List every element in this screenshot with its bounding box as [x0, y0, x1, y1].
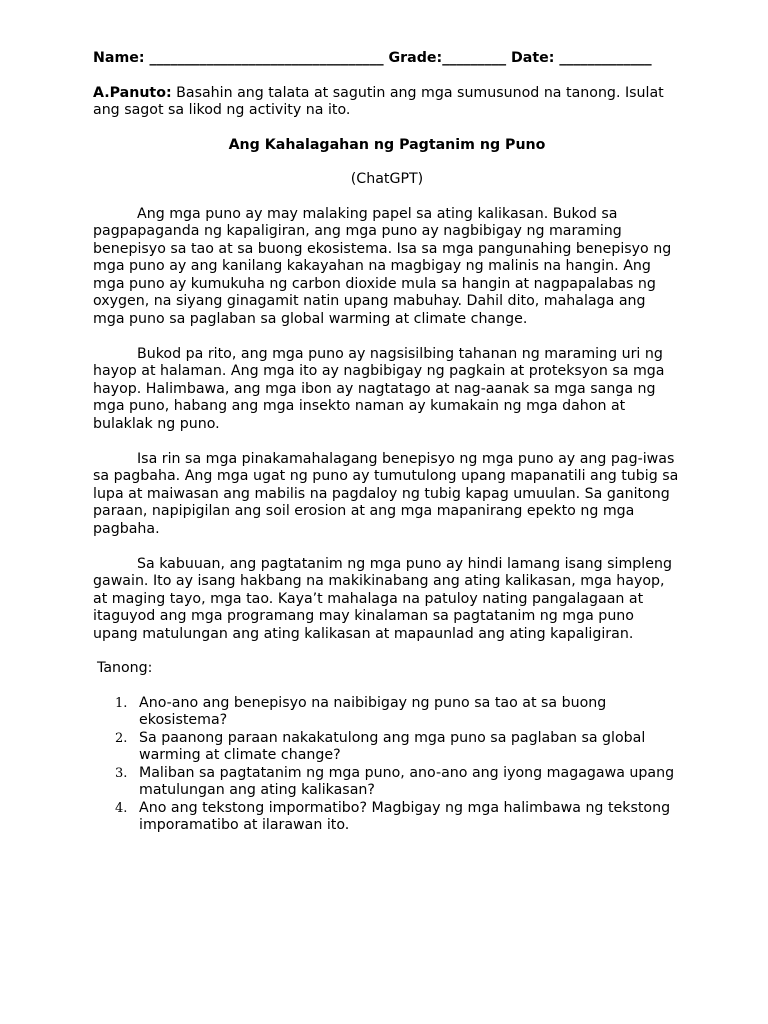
question-text: Sa paanong paraan nakakatulong ang mga puno sa paglaban sa global warming at climate change?	[139, 729, 646, 763]
question-item	[93, 695, 681, 730]
name-label: Name:	[93, 50, 145, 66]
question-number: 1.	[115, 695, 128, 711]
grade-blank: _________	[442, 50, 507, 66]
question-number: 4.	[115, 800, 128, 816]
question-item	[93, 765, 681, 800]
question-number: 3.	[115, 765, 128, 781]
instructions-text: Basahin ang talata at sagutin ang mga sumusunod na tanong. Isulat ang sagot sa likod ng activity na ito.	[93, 84, 664, 118]
paragraph-4: Sa kabuuan, ang pagtatanim ng mga puno ay hindi lamang isang simpleng gawain. Ito ay isang hakbang na makikinabang ang ating kalikasan, mga hayop, at maging tayo, mga tao. Kaya’t mahalaga na patuloy nating pangalagaan at itaguyod ang mga programang may kinalaman sa pagtatanim ng mga puno upang matulungan ang ating kalikasan at mapaunlad ang ating kapaligiran.	[93, 555, 672, 642]
date-blank: _____________	[559, 50, 652, 66]
paragraph-2: Bukod pa rito, ang mga puno ay nagsisilbing tahanan ng maraming uri ng hayop at halaman. Ang mga ito ay nagbibigay ng pagkain at proteksyon sa mga hayop. Halimbawa, ang mga ibon ay nagtatago at nag-aanak sa mga sanga ng mga puno, habang ang mga insekto naman ay kumakain ng mga dahon at bulaklak ng puno.	[93, 345, 665, 432]
instructions-label: A.Panuto:	[93, 84, 172, 101]
grade-label: Grade:	[388, 50, 443, 66]
question-text: Ano-ano ang benepisyo na naibibigay ng puno sa tao at sa buong ekosistema?	[139, 694, 607, 728]
questions-heading: Tanong:	[97, 660, 153, 676]
date-label: Date:	[511, 50, 555, 66]
question-text: Maliban sa pagtatanim ng mga puno, ano-ano ang iyong magagawa upang matulungan ang ating kalikasan?	[139, 764, 675, 798]
question-text: Ano ang tekstong impormatibo? Magbigay ng mga halimbawa ng tekstong imporamatibo at ilarawan ito.	[139, 799, 671, 833]
reading-title: Ang Kahalagahan ng Pagtanim ng Puno	[228, 136, 546, 153]
worksheet-page	[93, 50, 681, 835]
questions-list	[93, 695, 681, 835]
paragraph-1: Ang mga puno ay may malaking papel sa ating kalikasan. Bukod sa pagpapaganda ng kapaligiran, ang mga puno ay nagbibigay ng maraming benepisyo sa tao at sa buong ekosistema. Isa sa mga pangunahing benepisyo ng mga puno ay ang kanilang kakayahan na magbigay ng malinis na hangin. Ang mga puno ay kumukuha ng carbon dioxide mula sa hangin at nagpapalabas ng oxygen, na siyang ginagamit natin upang mabuhay. Dahil dito, mahalaga ang mga puno sa paglaban sa global warming at climate change.	[93, 205, 672, 327]
paragraph-3: Isa rin sa mga pinakamahalagang benepisyo ng mga puno ay ang pag-iwas sa pagbaha. Ang mga ugat ng puno ay tumutulong upang mapanatili ang tubig sa lupa at maiwasan ang mabilis na pagdaloy ng tubig kapag umuulan. Sa ganitong paraan, napipigilan ang soil erosion at ang mga mapanirang epekto ng mga pagbaha.	[93, 450, 679, 537]
question-item	[93, 730, 681, 765]
instructions	[93, 85, 681, 120]
question-item	[93, 800, 681, 835]
reading-source: (ChatGPT)	[350, 171, 424, 187]
question-number: 2.	[115, 730, 128, 746]
name-blank: _________________________________	[149, 50, 384, 66]
student-info-line	[93, 50, 681, 68]
